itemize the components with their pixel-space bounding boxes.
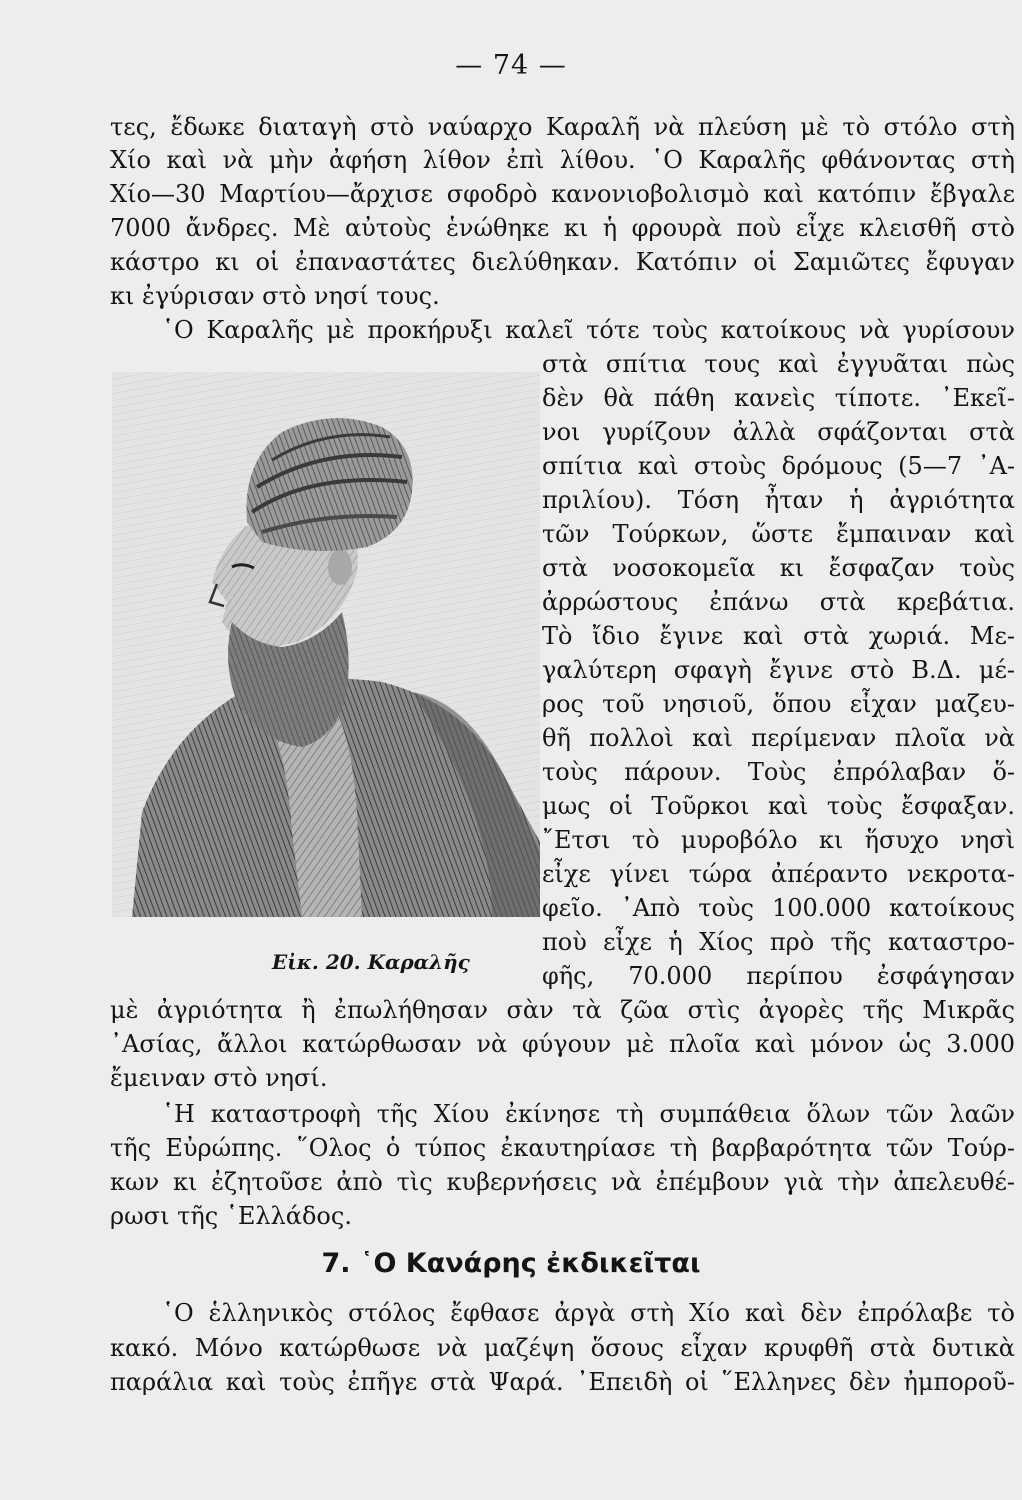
text-line: τες, ἔδωκε διαταγὴ στὸ ναύαρχο Καραλῆ νὰ πλεύση μὲ τὸ στόλο στὴ: [110, 113, 1015, 141]
text-line: Χίο καὶ νὰ μὴν ἀφήση λίθον ἐπὶ λίθου. ῾Ο Καραλῆς φθάνοντας στὴ: [110, 146, 1015, 174]
text-line: ῾Η καταστροφὴ τῆς Χίου ἐκίνησε τὴ συμπάθεια ὅλων τῶν λαῶν: [162, 1100, 1015, 1128]
text-line: ἀρρώστους ἐπάνω στὰ κρεβάτια.: [542, 588, 1015, 616]
text-line: γαλύτερη σφαγὴ ἔγινε στὸ Β.Δ. μέ-: [542, 656, 1015, 684]
text-line: ρωσι τῆς ῾Ελλάδος.: [110, 1202, 352, 1230]
text-line: ᾿Ασίας, ἄλλοι κατώρθωσαν νὰ φύγουν μὲ πλοῖα καὶ μόνον ὡς 3.000: [110, 1030, 1015, 1058]
text-line: τοὺς πάρουν. Τοὺς ἐπρόλαβαν ὅ-: [542, 758, 1015, 786]
text-line: Τὸ ἴδιο ἔγινε καὶ στὰ χωριά. Με-: [542, 622, 1015, 650]
text-line: στὰ σπίτια τους καὶ ἐγγυᾶται πὼς: [542, 350, 1015, 378]
text-line: νοι γυρίζουν ἀλλὰ σφάζονται στὰ: [542, 418, 1015, 446]
text-line: ῎Ετσι τὸ μυροβόλο κι ἥσυχο νησὶ: [542, 826, 1015, 854]
text-line: μως οἱ Τοῦρκοι καὶ τοὺς ἔσφαξαν.: [542, 792, 1015, 820]
text-line: σπίτια καὶ στοὺς δρόμους (5—7 ᾿Α-: [542, 452, 1015, 480]
text-line: φεῖο. ᾿Απὸ τοὺς 100.000 κατοίκους: [542, 894, 1015, 922]
text-line: 7000 ἄνδρες. Μὲ αὐτοὺς ἑνώθηκε κι ἡ φρουρὰ ποὺ εἶχε κλεισθῆ στὸ: [110, 214, 1015, 242]
portrait-image: [112, 372, 540, 917]
section-heading: 7. ῾Ο Κανάρης ἐκδικεῖται: [321, 1248, 701, 1279]
text-line: κάστρο κι οἱ ἐπαναστάτες διελύθηκαν. Κατόπιν οἱ Σαμιῶτες ἔφυγαν: [110, 248, 1015, 276]
text-line: θῆ πολλοὶ καὶ περίμεναν πλοῖα νὰ: [542, 724, 1015, 752]
text-line: εἶχε γίνει τώρα ἀπέραντο νεκροτα-: [542, 860, 1015, 888]
text-line: τῶν Τούρκων, ὥστε ἔμπαιναν καὶ: [542, 520, 1015, 548]
text-line: ποὺ εἶχε ἡ Χίος πρὸ τῆς καταστρο-: [542, 928, 1015, 956]
text-line: κων κι ἐζητοῦσε ἀπὸ τὶς κυβερνήσεις νὰ ἐπέμβουν γιὰ τὴν ἀπελευθέ-: [110, 1168, 1015, 1196]
text-line: ρος τοῦ νησιοῦ, ὅπου εἶχαν μαζευ-: [542, 690, 1015, 718]
text-line: τῆς Εὐρώπης. ῞Ολος ὁ τύπος ἐκαυτηρίασε τὴ βαρβαρότητα τῶν Τούρ-: [110, 1134, 1015, 1162]
figure-caption: Εἰκ. 20. Καραλῆς: [272, 950, 470, 974]
text-line: κακό. Μόνο κατώρθωσε νὰ μαζέψη ὅσους εἶχαν κρυφθῆ στὰ δυτικὰ: [110, 1334, 1015, 1362]
text-line: στὰ νοσοκομεῖα κι ἔσφαζαν τοὺς: [542, 554, 1015, 582]
text-line: δὲν θὰ πάθη κανεὶς τίποτε. ᾿Εκεῖ-: [542, 384, 1015, 412]
text-line: Χίο—30 Μαρτίου—ἄρχισε σφοδρὸ κανονιοβολισμὸ καὶ κατόπιν ἔβγαλε: [110, 180, 1015, 208]
text-line: κι ἐγύρισαν στὸ νησί τους.: [110, 282, 440, 310]
text-line: μὲ ἀγριότητα ἢ ἐπωλήθησαν σὰν τὰ ζῶα στὶς ἀγορὲς τῆς Μικρᾶς: [110, 996, 1015, 1024]
text-line: ἔμειναν στὸ νησί.: [110, 1064, 328, 1092]
page-number: — 74 —: [455, 50, 567, 81]
text-line: παράλια καὶ τοὺς ἐπῆγε στὰ Ψαρά. ᾿Επειδὴ οἱ ῞Ελληνες δὲν ἠμποροῦ-: [110, 1368, 1015, 1396]
text-line: φῆς, 70.000 περίπου ἐσφάγησαν: [542, 962, 1015, 990]
text-line: ῾Ο Καραλῆς μὲ προκήρυξι καλεῖ τότε τοὺς κατοίκους νὰ γυρίσουν: [162, 316, 1015, 344]
text-line: ῾Ο ἑλληνικὸς στόλος ἔφθασε ἀργὰ στὴ Χίο καὶ δὲν ἐπρόλαβε τὸ: [162, 1299, 1015, 1327]
text-line: πριλίου). Τόση ἦταν ἡ ἀγριότητα: [542, 486, 1015, 514]
